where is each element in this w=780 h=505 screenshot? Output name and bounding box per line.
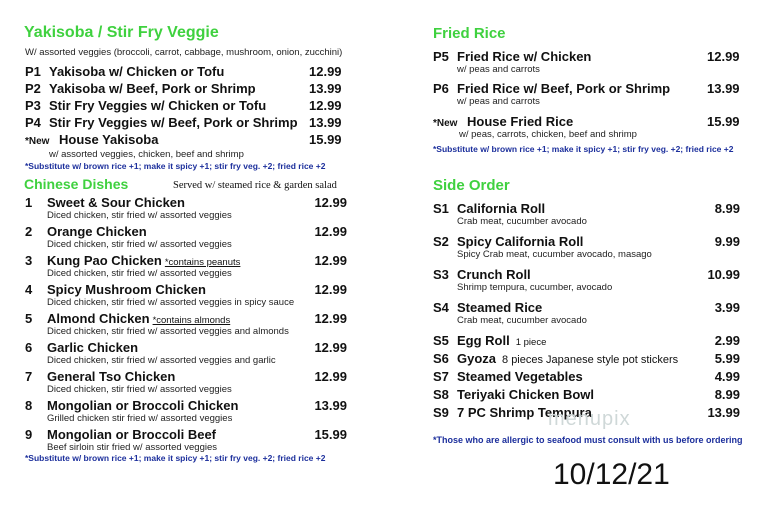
side-order-list xyxy=(433,201,743,423)
menu-item: 8 Mongolian or Broccoli Chicken 13.99 Grilled chicken stir fried w/ assorted veggies xyxy=(25,398,355,427)
item-description: Beef sirloin stir fried w/ assorted veggies xyxy=(47,442,218,453)
item-description: Diced chicken, stir fried w/ assorted veggies and almonds xyxy=(47,326,289,337)
chinese-served-note: Served w/ steamed rice & garden salad xyxy=(173,180,337,191)
side-order-title: Side Order xyxy=(433,177,510,194)
yakisoba-subtitle: W/ assorted veggies (broccoli, carrot, cabbage, mushroom, onion, zucchini) xyxy=(25,47,343,58)
item-description: w/ peas, carrots, chicken, beef and shrimp xyxy=(459,129,637,140)
item-description: Diced chicken, stir fried w/ assorted veggies in spicy sauce xyxy=(47,297,295,308)
menu-item: S6 Gyoza 8 pieces Japanese style pot stickers 5.99 xyxy=(433,351,740,366)
item-description: Diced chicken, stir fried w/ assorted veggies xyxy=(47,268,232,279)
menu-item: S2 Spicy California Roll 9.99 Spicy Crab meat, cucumber avocado, masago xyxy=(433,234,743,267)
yakisoba-title: Yakisoba / Stir Fry Veggie xyxy=(24,24,219,41)
item-description: w/ peas and carrots xyxy=(457,64,540,75)
fried-rice-title: Fried Rice xyxy=(433,25,506,42)
item-description: Diced chicken, stir fried w/ assorted veggies xyxy=(47,239,232,250)
item-description: w/ assorted veggies, chicken, beef and shrimp xyxy=(49,149,244,160)
menu-item: S5 Egg Roll 1 piece 2.99 xyxy=(433,333,740,348)
fried-rice-list xyxy=(433,49,753,154)
yakisoba-list xyxy=(25,64,355,173)
substitute-note: *Substitute w/ brown rice +1; make it spicy +1; stir fry veg. +2; fried rice +2 xyxy=(433,144,734,154)
menu-item: 4 Spicy Mushroom Chicken 12.99 Diced chicken, stir fried w/ assorted veggies in spicy sauce xyxy=(25,282,355,311)
item-description: Diced chicken, stir fried w/ assorted veggies and garlic xyxy=(47,355,276,366)
menu-item: P2 Yakisoba w/ Beef, Pork or Shrimp 13.99 xyxy=(25,81,342,96)
menu-item: 6 Garlic Chicken 12.99 Diced chicken, stir fried w/ assorted veggies and garlic xyxy=(25,340,355,369)
menu-item: S1 California Roll 8.99 Crab meat, cucumber avocado xyxy=(433,201,743,234)
menu-item: *New House Fried Rice 15.99 w/ peas, carrots, chicken, beef and shrimp xyxy=(433,114,753,144)
item-description: Grilled chicken stir fried w/ assorted veggies xyxy=(47,413,233,424)
chinese-list xyxy=(25,195,355,463)
item-description: Crab meat, cucumber avocado xyxy=(457,216,587,227)
menu-item: 1 Sweet & Sour Chicken 12.99 Diced chicken, stir fried w/ assorted veggies xyxy=(25,195,355,224)
menu-item: P5 Fried Rice w/ Chicken 12.99 w/ peas and carrots xyxy=(433,49,753,81)
item-description: w/ peas and carrots xyxy=(457,96,540,107)
allergy-note: *Those who are allergic to seafood must consult with us before ordering xyxy=(433,435,743,445)
menu-item: P6 Fried Rice w/ Beef, Pork or Shrimp 13.99 w/ peas and carrots xyxy=(433,81,753,114)
menu-item: S9 7 PC Shrimp Tempura 13.99 xyxy=(433,405,740,420)
item-description: Shrimp tempura, cucumber, avocado xyxy=(457,282,613,293)
substitute-note: *Substitute w/ brown rice +1; make it spicy +1; stir fry veg. +2; fried rice +2 xyxy=(25,453,326,463)
watermark: menupix xyxy=(548,408,631,430)
menu-item: 3 Kung Pao Chicken *contains peanuts 12.99 Diced chicken, stir fried w/ assorted veggies xyxy=(25,253,355,282)
menu-item: 2 Orange Chicken 12.99 Diced chicken, stir fried w/ assorted veggies xyxy=(25,224,355,253)
substitute-note: *Substitute w/ brown rice +1; make it spicy +1; stir fry veg. +2; fried rice +2 xyxy=(25,161,326,171)
item-description: Crab meat, cucumber avocado xyxy=(457,315,587,326)
menu-item: S4 Steamed Rice 3.99 Crab meat, cucumber avocado xyxy=(433,300,743,333)
menu-item: *New House Yakisoba 15.99 xyxy=(25,132,342,147)
item-description: Diced chicken, stir fried w/ assorted veggies xyxy=(47,210,232,221)
menu-item: 7 General Tso Chicken 12.99 Diced chicken, stir fried w/ assorted veggies xyxy=(25,369,355,398)
item-description: Spicy Crab meat, cucumber avocado, masago xyxy=(457,249,652,260)
chinese-title: Chinese Dishes xyxy=(24,176,129,192)
item-description: Diced chicken, stir fried w/ assorted veggies xyxy=(47,384,232,395)
menu-item: S7 Steamed Vegetables 4.99 xyxy=(433,369,740,384)
menu-item: S3 Crunch Roll 10.99 Shrimp tempura, cucumber, avocado xyxy=(433,267,743,300)
menu-item: P3 Stir Fry Veggies w/ Chicken or Tofu 12.99 xyxy=(25,98,342,113)
menu-date: 10/12/21 xyxy=(553,458,670,491)
menu-item: 5 Almond Chicken *contains almonds 12.99 Diced chicken, stir fried w/ assorted veggies and almonds xyxy=(25,311,355,340)
menu-item: S8 Teriyaki Chicken Bowl 8.99 xyxy=(433,387,740,402)
menu-item: 9 Mongolian or Broccoli Beef 15.99 Beef sirloin stir fried w/ assorted veggies xyxy=(25,427,355,453)
menu-item: P4 Stir Fry Veggies w/ Beef, Pork or Shrimp 13.99 xyxy=(25,115,342,130)
menu-item: P1 Yakisoba w/ Chicken or Tofu 12.99 xyxy=(25,64,342,79)
